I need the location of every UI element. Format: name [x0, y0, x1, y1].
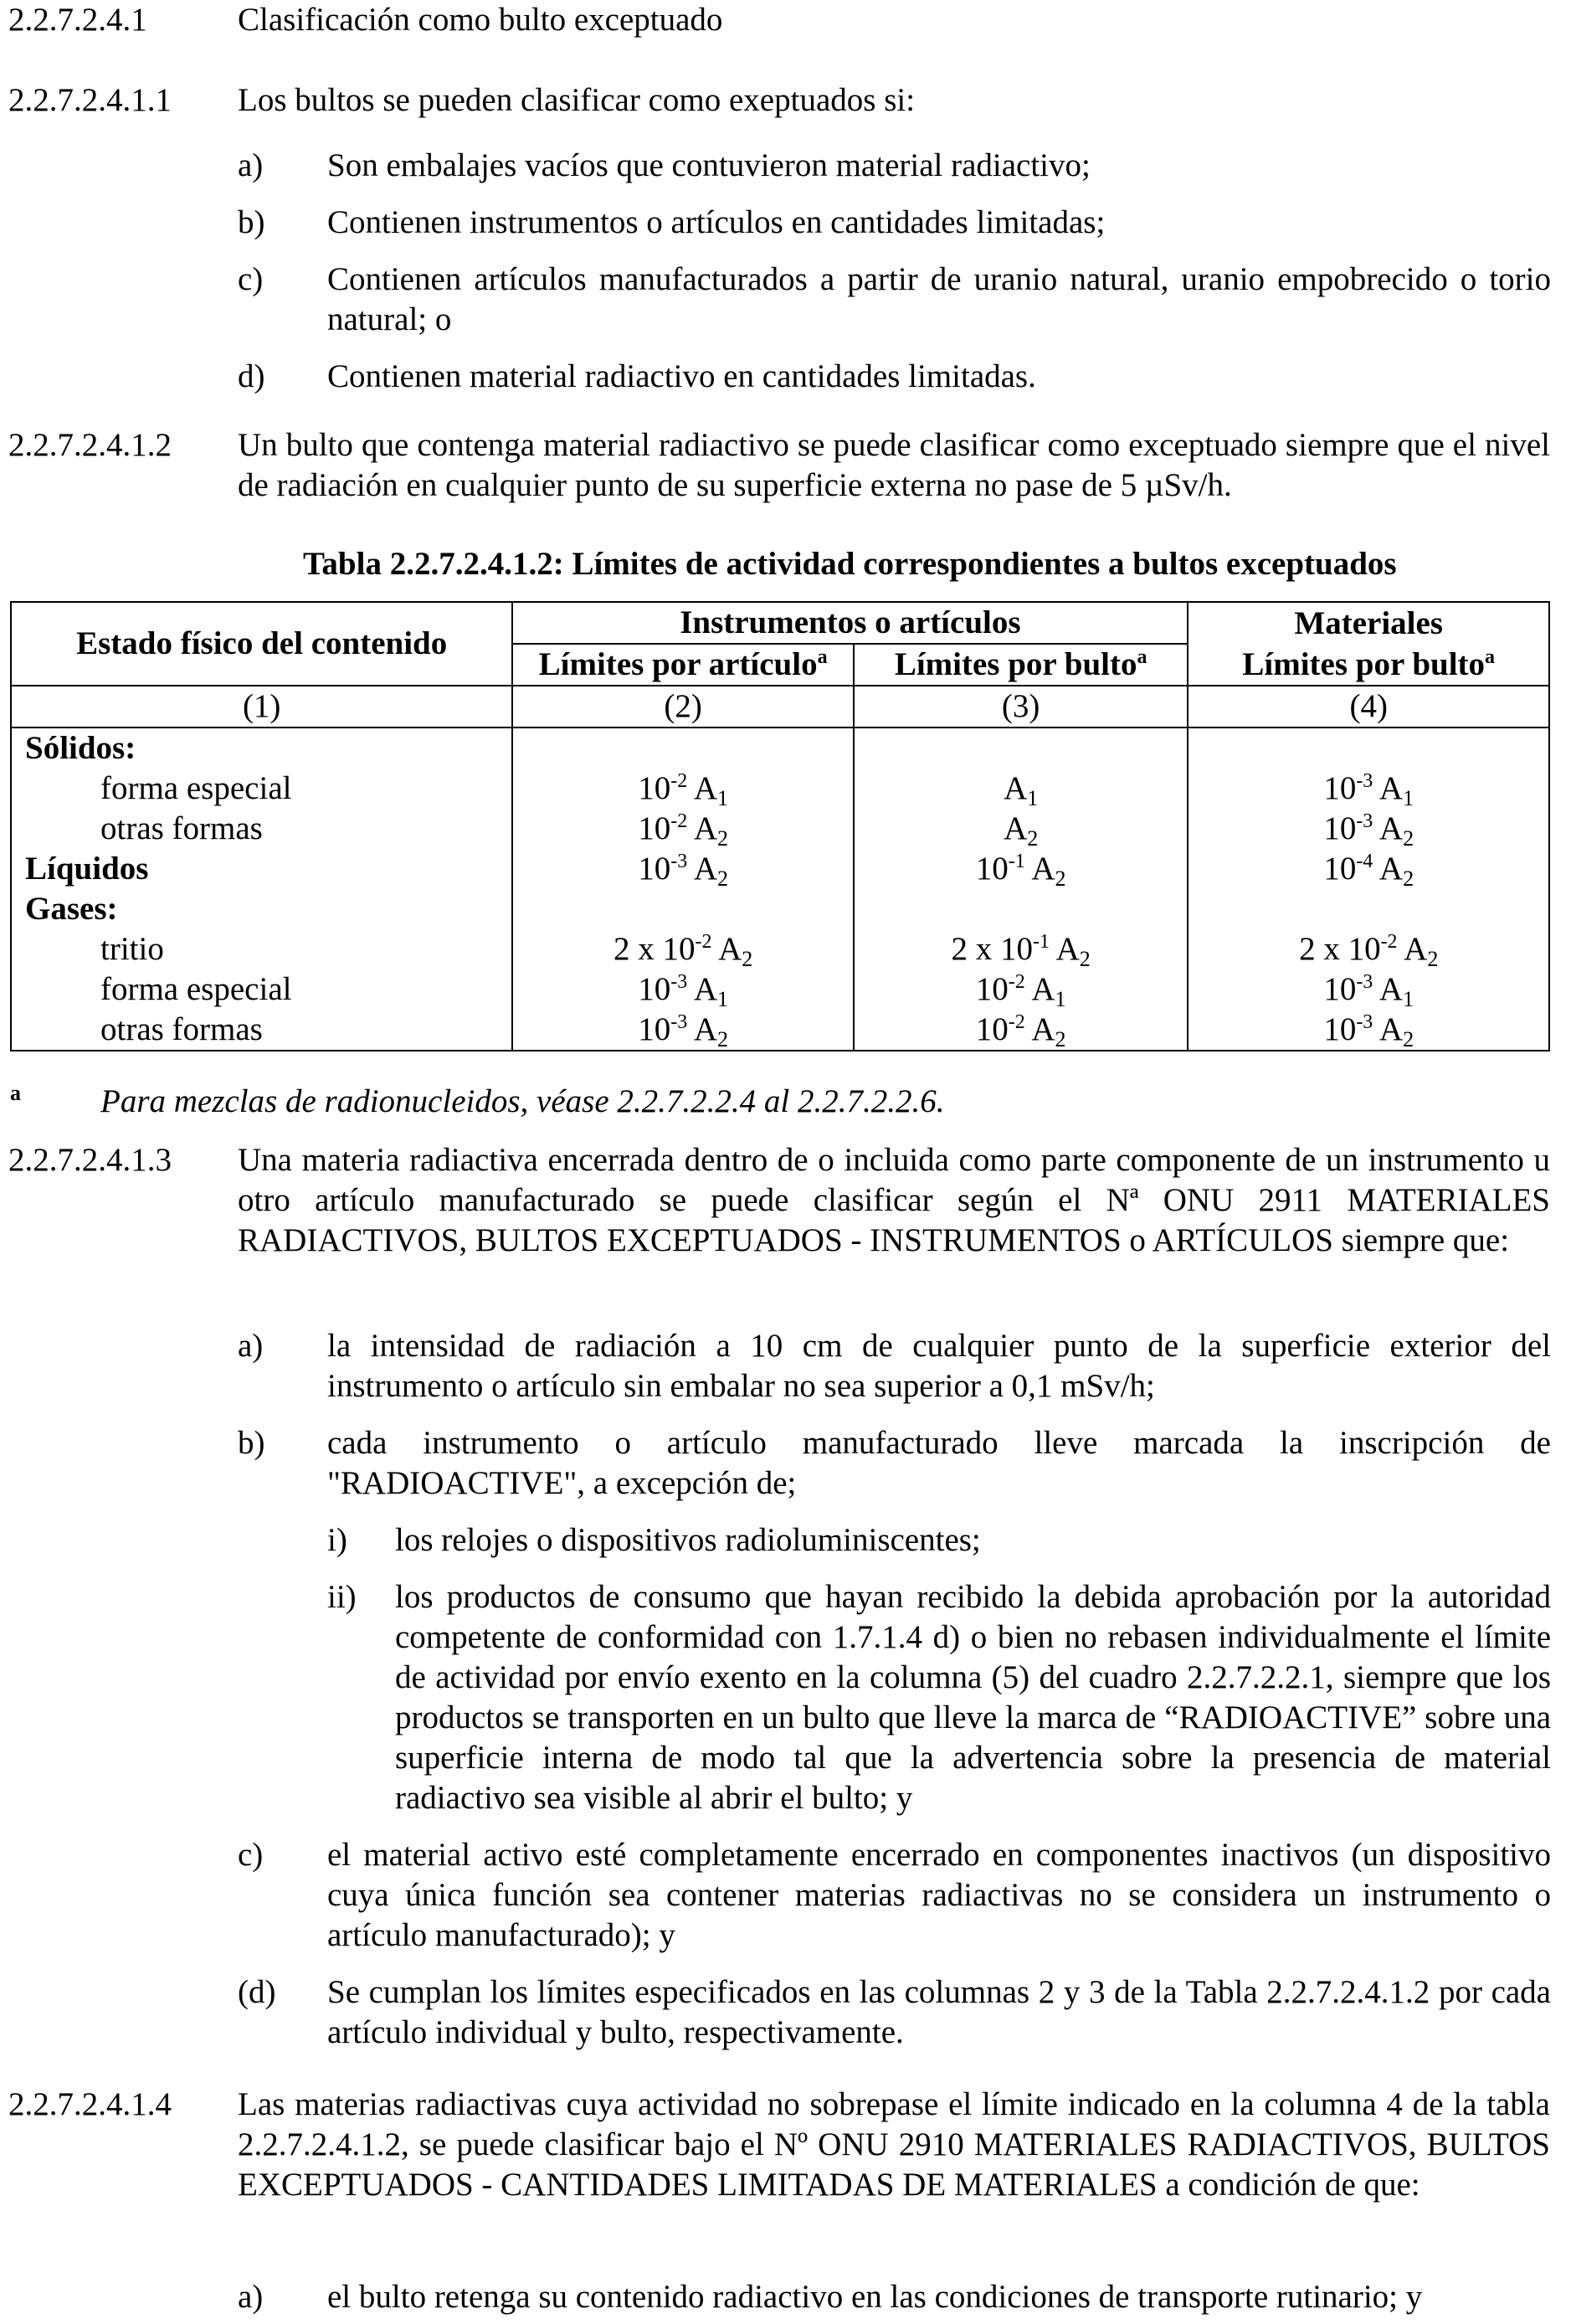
exponent: -4 — [1356, 851, 1373, 872]
column-number: (2) — [512, 686, 854, 728]
exponent: -1 — [1033, 931, 1050, 953]
list-letter: a) — [238, 147, 264, 183]
list-item: el bulto retenga su contenido radiactivo en las condiciones de transporte rutinario; y — [327, 2279, 1423, 2315]
section-text: Un bulto que contenga material radiactivo se puede clasificar como exceptuado siempre que el nivel de radiación en cualquier punto de su superficie externa no pase de 5 µSv/h. — [238, 427, 1550, 503]
subscript: 2 — [1403, 866, 1414, 891]
row-label: otras formas — [11, 1010, 512, 1051]
section-number: 2.2.7.2.4.1 — [8, 2, 147, 38]
subscript: 2 — [1079, 947, 1091, 971]
exponent: -3 — [1356, 770, 1373, 792]
list-letter: a) — [238, 2279, 264, 2315]
exponent: -2 — [1008, 971, 1025, 993]
column-number: (1) — [11, 686, 512, 728]
header-limites-bulto-materiales: Límites por bulto$^a$ — [1188, 644, 1549, 686]
subscript: 2 — [1403, 1027, 1414, 1051]
subscript: 1 — [1403, 987, 1414, 1011]
subscript: 2 — [1427, 947, 1439, 971]
list-letter: b) — [238, 204, 265, 240]
section-number: 2.2.7.2.4.1.4 — [8, 2086, 172, 2122]
list-letter: d) — [238, 358, 265, 394]
table-cell: $10^{-3}$ $A_1$ — [512, 969, 854, 1010]
list-item: Contienen instrumentos o artículos en cantidades limitadas; — [327, 204, 1106, 240]
exponent: -3 — [670, 971, 688, 993]
list-letter: c) — [238, 261, 264, 297]
column-number: (3) — [854, 686, 1189, 728]
table-cell: $10^{-2}$ $A_2$ — [854, 1010, 1189, 1051]
list-item: el material activo esté completamente encerrado en componentes inactivos (un dispositivo cuya única función sea contener materias radiactivas no se considera un instrumento o artículo manufacturado); y — [327, 1837, 1551, 1953]
table-cell: $10^{-1}$ $A_2$ — [854, 849, 1189, 889]
table-cell: $10^{-3}$ $A_2$ — [512, 1010, 854, 1051]
table-cell: $10^{-3}$ $A_1$ — [1188, 969, 1549, 1010]
list-letter: a) — [238, 1328, 264, 1364]
subscript: 2 — [1055, 866, 1066, 891]
list-item: cada instrumento o artículo manufacturado lleve marcada la inscripción de "RADIOACTIVE", a excepción de; — [327, 1425, 1551, 1501]
activity-limits-table — [10, 601, 1550, 1051]
subscript: 2 — [1027, 826, 1039, 851]
table-cell: $10^{-3}$ $A_2$ — [1188, 1010, 1549, 1051]
list-item: Contienen artículos manufacturados a partir de uranio natural, uranio empobrecido o torio natural; o — [327, 261, 1551, 337]
list-item: Son embalajes vacíos que contuvieron material radiactivo; — [327, 147, 1091, 183]
table-cell: 2 x $10^{-2}$ $A_2$ — [1188, 929, 1549, 969]
column-number: (4) — [1188, 686, 1549, 728]
section-number: 2.2.7.2.4.1.2 — [8, 427, 172, 463]
row-label-gases: Gases: — [11, 889, 512, 929]
section-intro: Las materias radiactivas cuya actividad no sobrepase el límite indicado en la columna 4 de la tabla 2.2.7.2.4.1.2, se puede clasificar bajo el Nº ONU 2910 MATERIALES RADIACTIVOS, BULTOS EXCEPTUADOS - CANTIDADES LIMITADAS DE MATERIALES a condición de que: — [238, 2086, 1550, 2203]
exponent: -2 — [1380, 931, 1398, 953]
table-cell: $10^{-3}$ $A_2$ — [1188, 809, 1549, 849]
table-cell: $A_2$ — [854, 809, 1189, 849]
header-limites-bulto: Límites por bulto$^a$ — [854, 644, 1189, 686]
sublist-letter: i) — [327, 1522, 347, 1558]
subscript: 2 — [717, 1027, 729, 1051]
section-title: Clasificación como bulto exceptuado — [238, 2, 723, 38]
subscript: 1 — [1403, 786, 1414, 810]
subscript: 2 — [742, 947, 753, 971]
list-item: Se cumplan los límites especificados en las columnas 2 y 3 de la Tabla 2.2.7.2.4.1.2 por cada artículo individual y bulto, respectivamente. — [327, 1974, 1551, 2050]
row-label: forma especial — [11, 969, 512, 1010]
table-cell: 2 x $10^{-2}$ $A_2$ — [512, 929, 854, 969]
exponent: -2 — [695, 931, 712, 953]
row-label: forma especial — [11, 769, 512, 809]
exponent: -3 — [1356, 971, 1373, 993]
table-caption: Tabla 2.2.7.2.4.1.2: Límites de actividad correspondientes a bultos exceptuados — [303, 546, 1397, 582]
exponent: -3 — [670, 851, 688, 872]
exponent: -2 — [1008, 1011, 1025, 1033]
section-number: 2.2.7.2.4.1.1 — [8, 82, 172, 118]
footnote-text: Para mezclas de radionucleidos, véase 2.2.7.2.2.4 al 2.2.7.2.2.6. — [100, 1083, 945, 1119]
subscript: 1 — [1055, 987, 1066, 1011]
table-cell: $10^{-4}$ $A_2$ — [1188, 849, 1549, 889]
list-item: la intensidad de radiación a 10 cm de cualquier punto de la superficie exterior del instrumento o artículo sin embalar no sea superior a 0,1 mSv/h; — [327, 1328, 1551, 1404]
table-cell: $10^{-2}$ $A_1$ — [512, 769, 854, 809]
header-limites-articulo: Límites por artículo$^a$ — [512, 644, 854, 686]
row-label: otras formas — [11, 809, 512, 849]
sublist-item: los productos de consumo que hayan recibido la debida aprobación por la autoridad competente de conformidad con 1.7.1.4 d) o bien no rebasen individualmente el límite de actividad por envío exento en la columna (5) del cuadro 2.2.7.2.2.1, siempre que los productos se transporten en un bulto que lleve la marca de “RADIOACTIVE” sobre una superficie interna de modo tal que la advertencia sobre la presencia de material radiactivo sea visible al abrir el bulto; y — [395, 1579, 1551, 1816]
row-label-solidos: Sólidos: — [11, 728, 512, 769]
subscript: 2 — [1055, 1027, 1066, 1051]
section-intro: Los bultos se pueden clasificar como exeptuados si: — [238, 82, 916, 118]
exponent: -3 — [1356, 810, 1373, 832]
subscript: 2 — [717, 826, 729, 851]
section-intro: Una materia radiactiva encerrada dentro de o incluida como parte componente de un instrumento u otro artículo manufacturado se puede clasificar según el Nª ONU 2911 MATERIALES RADIACTIVOS, BULTOS EXCEPTUADOS - INSTRUMENTOS o ARTÍCULOS siempre que: — [238, 1142, 1550, 1258]
exponent: -2 — [670, 770, 688, 792]
table-cell: $10^{-2}$ $A_2$ — [512, 809, 854, 849]
footnote-ref: a — [1485, 645, 1496, 668]
footnote-ref: a — [1137, 646, 1147, 668]
list-letter: (d) — [238, 1974, 276, 2010]
table-cell: $10^{-3}$ $A_1$ — [1188, 769, 1549, 809]
subscript: 1 — [1027, 786, 1039, 810]
header-materiales: Materiales — [1188, 602, 1549, 644]
sublist-letter: ii) — [327, 1579, 357, 1615]
subscript: 1 — [717, 786, 729, 810]
footnote-ref: a — [817, 646, 828, 668]
row-label-liquidos: Líquidos — [11, 849, 512, 889]
subscript: 2 — [717, 866, 729, 891]
list-letter: b) — [238, 1425, 265, 1461]
subscript: 1 — [717, 987, 729, 1011]
section-number: 2.2.7.2.4.1.3 — [8, 1142, 172, 1178]
exponent: -2 — [670, 810, 688, 832]
header-estado: Estado físico del contenido — [11, 602, 512, 686]
header-instrumentos: Instrumentos o artículos — [512, 602, 1188, 644]
table-cell: $A_1$ — [854, 769, 1189, 809]
row-label: tritio — [11, 929, 512, 969]
exponent: -3 — [670, 1011, 688, 1033]
list-item: Contienen material radiactivo en cantidades limitadas. — [327, 358, 1036, 394]
table-cell: 2 x $10^{-1}$ $A_2$ — [854, 929, 1189, 969]
exponent: -1 — [1008, 851, 1025, 872]
exponent: -3 — [1356, 1011, 1373, 1033]
sublist-item: los relojes o dispositivos radioluminiscentes; — [395, 1522, 981, 1558]
footnote-mark: a — [10, 1081, 21, 1105]
table-cell: $10^{-3}$ $A_2$ — [512, 849, 854, 889]
subscript: 2 — [1403, 826, 1414, 851]
table-cell: $10^{-2}$ $A_1$ — [854, 969, 1189, 1010]
list-letter: c) — [238, 1837, 264, 1873]
